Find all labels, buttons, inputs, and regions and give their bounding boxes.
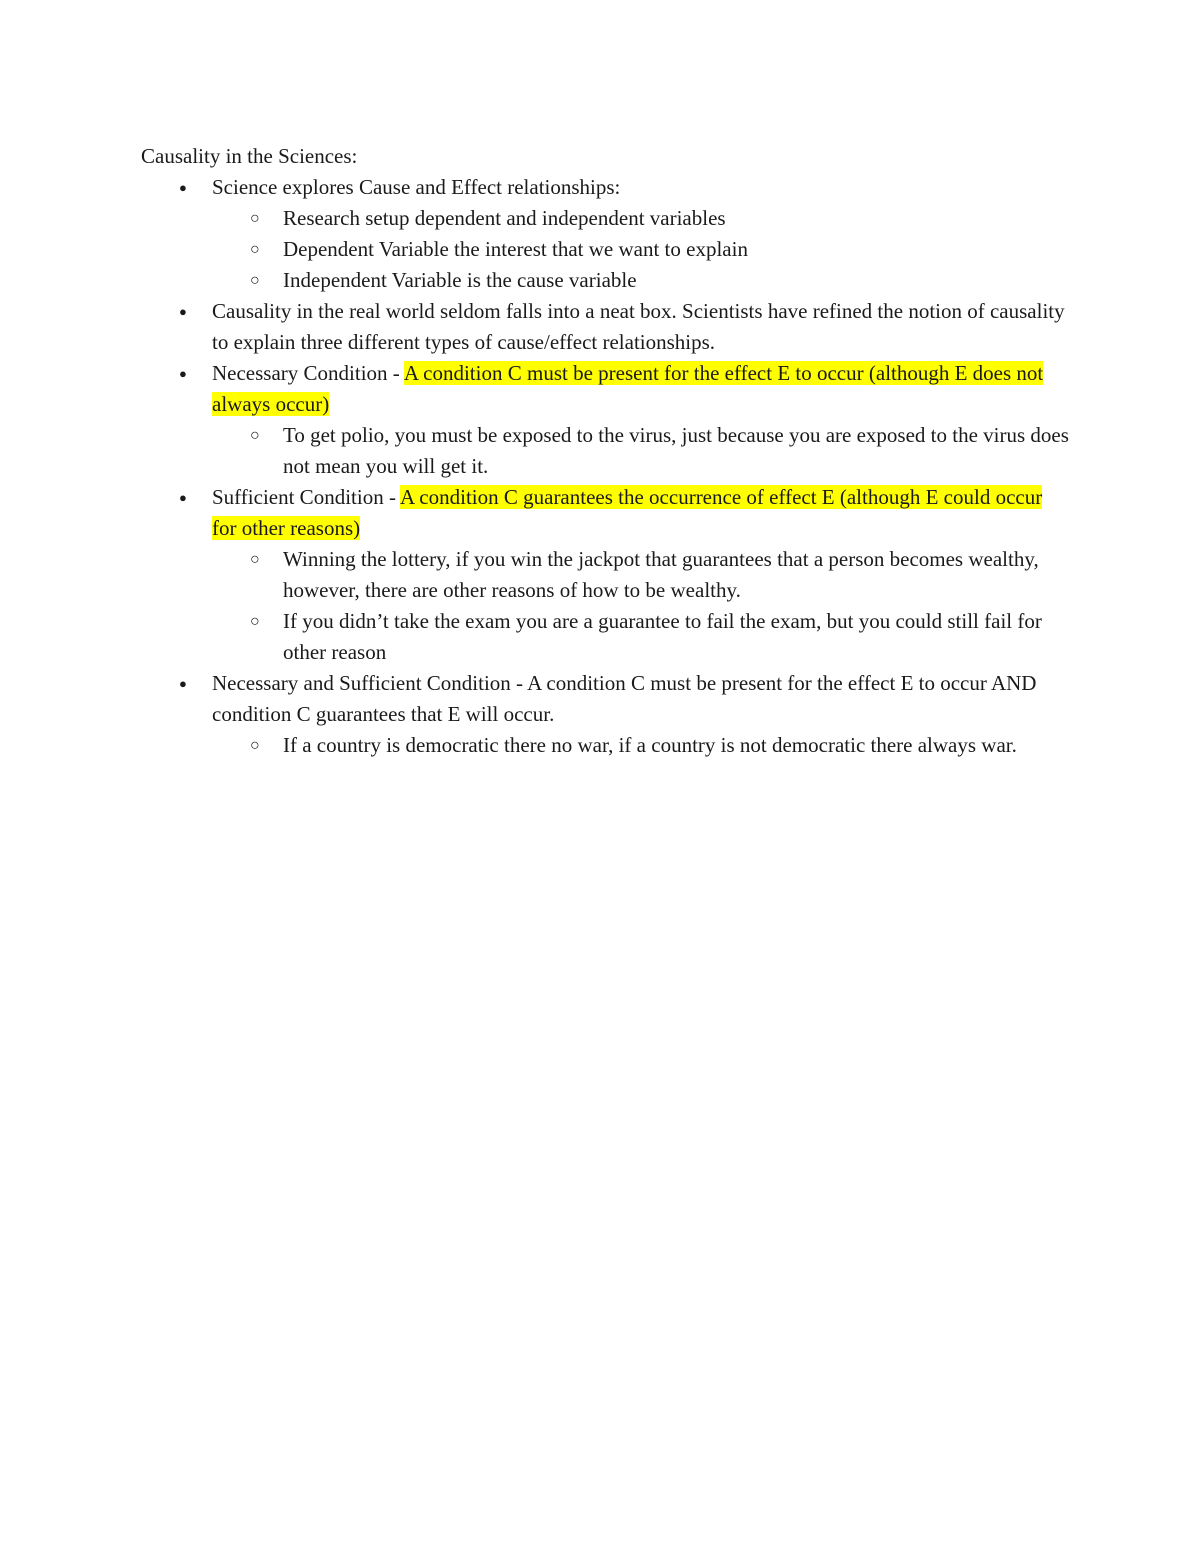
list-item-science-explores <box>141 172 1071 296</box>
circle-bullet-icon: ○ <box>250 551 260 568</box>
sub-item-text: Dependent Variable the interest that we want to explain <box>283 237 748 261</box>
sub-item-dependent-variable <box>212 234 1071 265</box>
sub-item-exam-example <box>212 606 1071 668</box>
list-item-necessary-and-sufficient <box>141 668 1071 761</box>
circle-bullet-icon: ○ <box>250 241 260 258</box>
document-page <box>141 141 1071 761</box>
sub-list <box>212 203 1071 296</box>
sub-list <box>212 730 1071 761</box>
sub-item-text: Research setup dependent and independent variables <box>283 206 726 230</box>
circle-bullet-icon: ○ <box>250 613 260 630</box>
bullet-icon: ● <box>179 366 187 381</box>
circle-bullet-icon: ○ <box>250 210 260 227</box>
list-item-text: Necessary and Sufficient Condition - A condition C must be present for the effect E to occur AND condition C guarantees that E will occur. <box>212 671 1037 726</box>
list-item-text: Causality in the real world seldom falls into a neat box. Scientists have refined the notion of causality to explain three different types of cause/effect relationships. <box>212 299 1065 354</box>
highlighted-definition: A condition C must be present for the effect E to occur (although E does not always occur) <box>212 361 1044 416</box>
list-item-sufficient-condition <box>141 482 1071 668</box>
circle-bullet-icon: ○ <box>250 737 260 754</box>
circle-bullet-icon: ○ <box>250 427 260 444</box>
document-title: Causality in the Sciences: <box>141 144 358 168</box>
sub-item-democracy-example <box>212 730 1071 761</box>
sub-item-text: Winning the lottery, if you win the jackpot that guarantees that a person becomes wealthy, however, there are other reasons of how to be wealthy. <box>283 547 1039 602</box>
sub-item-text: If you didn’t take the exam you are a guarantee to fail the exam, but you could still fail for other reason <box>283 609 1042 664</box>
sub-item-text: If a country is democratic there no war, if a country is not democratic there always war. <box>283 733 1017 757</box>
sub-item-polio-example <box>212 420 1071 482</box>
term-label: Sufficient Condition - <box>212 485 401 509</box>
bullet-icon: ● <box>179 490 187 505</box>
list-item-necessary-condition <box>141 358 1071 482</box>
sub-item-research-setup <box>212 203 1071 234</box>
main-list <box>141 172 1071 761</box>
sub-item-text: Independent Variable is the cause variable <box>283 268 637 292</box>
bullet-icon: ● <box>179 304 187 319</box>
bullet-icon: ● <box>179 180 187 195</box>
sub-item-text: To get polio, you must be exposed to the virus, just because you are exposed to the virus does not mean you will get it. <box>283 423 1069 478</box>
sub-item-independent-variable <box>212 265 1071 296</box>
sub-list <box>212 544 1071 668</box>
circle-bullet-icon: ○ <box>250 272 260 289</box>
sub-item-lottery-example <box>212 544 1071 606</box>
term-label: Necessary Condition - <box>212 361 404 385</box>
highlighted-definition: A condition C guarantees the occurrence of effect E (although E could occur for other reasons) <box>212 485 1043 540</box>
sub-list <box>212 420 1071 482</box>
bullet-icon: ● <box>179 676 187 691</box>
list-item-causality-real-world <box>141 296 1071 358</box>
list-item-text: Science explores Cause and Effect relationships: <box>212 175 621 199</box>
